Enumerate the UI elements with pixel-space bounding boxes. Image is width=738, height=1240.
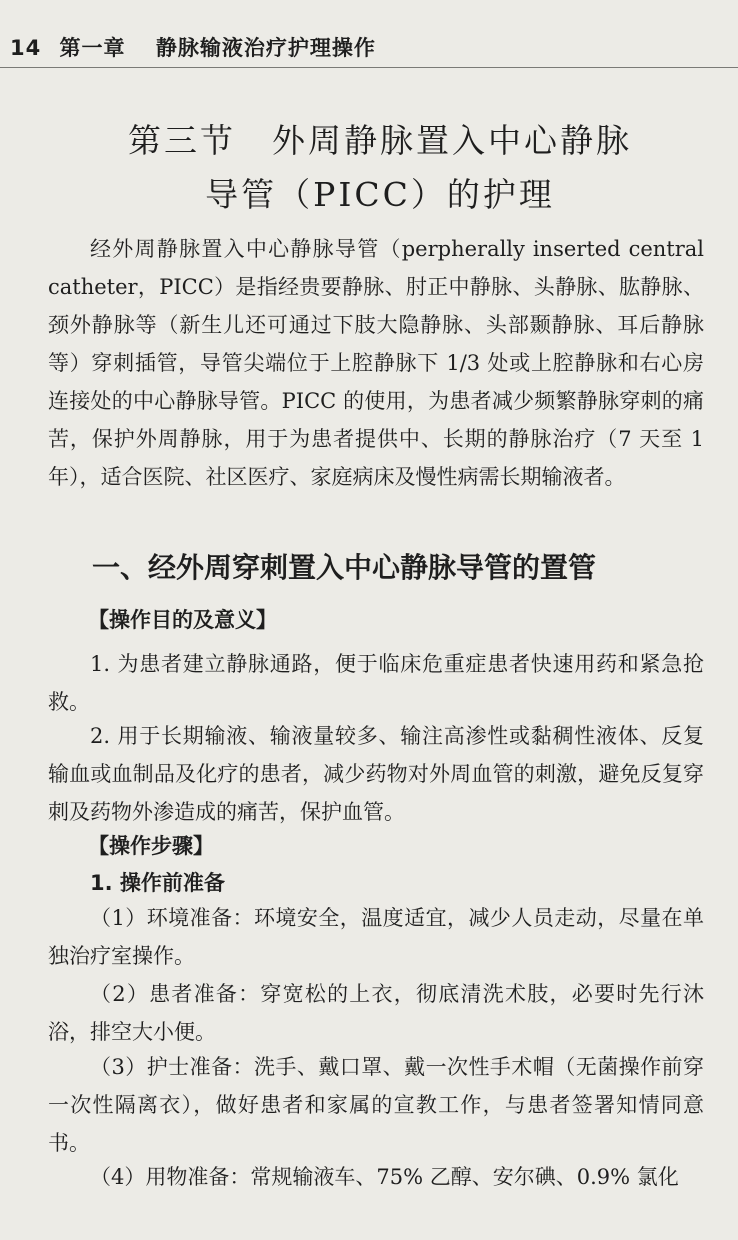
step-item-supplies: （4）用物准备：常规输液车、75% 乙醇、安尔碘、0.9% 氯化	[90, 1165, 679, 1189]
section-title-line-1: 第三节 外周静脉置入中心静脉	[128, 121, 632, 160]
step-item-patient: （2）患者准备：穿宽松的上衣，彻底清洗术肢，必要时先行沐浴，排空大小便。	[48, 982, 704, 1044]
steps-heading: 【操作步骤】	[88, 834, 214, 858]
running-header	[10, 32, 730, 62]
step-item-environment: （1）环境准备：环境安全，温度适宜，减少人员走动，尽量在单独治疗室操作。	[48, 906, 704, 968]
chapter-label: 第一章	[59, 36, 126, 60]
purpose-heading: 【操作目的及意义】	[88, 608, 277, 632]
intro-paragraph: 经外周静脉置入中心静脉导管（perpherally inserted central catheter，PICC）是指经贵要静脉、肘正中静脉、头静脉、肱静脉、颈外静脉等（新生儿还可通过下肢大隐静脉、头部颞静脉、耳后静脉等）穿刺插管，导管尖端位于上腔静脉下 1/3 处或上腔静脉和右心房连接处的中心静脉导管。PICC 的使用，为患者减少频繁静脉穿刺的痛苦，保护外周静脉，用于为患者提供中、长期的静脉治疗（7 天至 1 年），适合医院、社区医疗、家庭病床及慢性病需长期输液者。	[48, 237, 704, 489]
subsection-title: 一、经外周穿刺置入中心静脉导管的置管	[92, 551, 597, 584]
page-number: 14	[10, 36, 42, 60]
purpose-item-2: 2. 用于长期输液、输液量较多、输注高渗性或黏稠性液体、反复输血或血制品及化疗的患者，减少药物对外周血管的刺激，避免反复穿刺及药物外渗造成的痛苦，保护血管。	[48, 724, 704, 824]
chapter-title: 静脉输液治疗护理操作	[155, 36, 376, 60]
header-divider	[0, 67, 738, 68]
step-item-nurse: （3）护士准备：洗手、戴口罩、戴一次性手术帽（无菌操作前穿一次性隔离衣），做好患者和家属的宣教工作，与患者签署知情同意书。	[48, 1055, 704, 1155]
section-title-line-2: 导管（PICC）的护理	[205, 175, 555, 214]
step-1-title: 1. 操作前准备	[90, 871, 225, 895]
purpose-item-1: 1. 为患者建立静脉通路，便于临床危重症患者快速用药和紧急抢救。	[48, 652, 704, 714]
